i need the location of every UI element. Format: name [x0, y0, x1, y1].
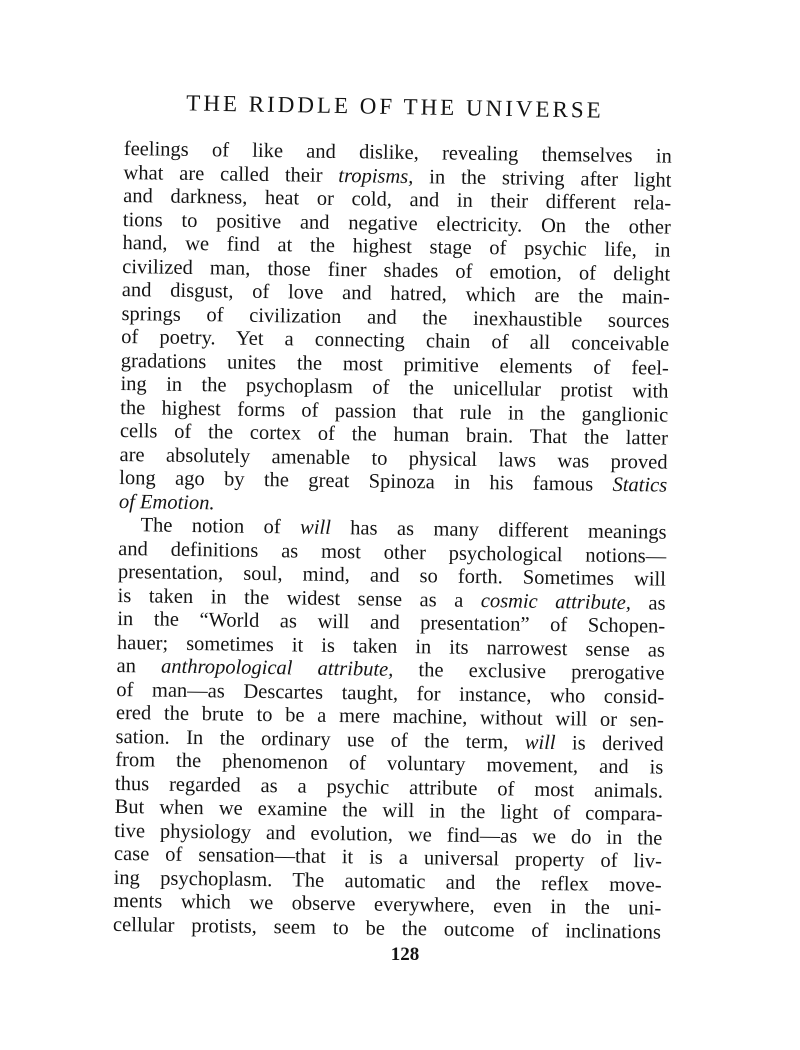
text-segment: But when we examine the will in the light of compara- [114, 795, 663, 826]
text-segment: case of sensation—that it is a universal property of liv- [113, 842, 663, 873]
text-segment: cells of the cortex of the human brain. That the latter [119, 419, 669, 450]
italic-text: will [299, 516, 332, 539]
text-segment: and disgust, of love and hatred, which are the main- [121, 278, 670, 309]
text-segment: from the phenomenon of voluntary movement, and is [115, 748, 664, 779]
text-segment: sation. In the ordinary use of the term, [115, 725, 525, 754]
text-segment: are absolutely amenable to physical laws was proved [119, 443, 668, 474]
italic-text: cosmic attribute, [480, 589, 632, 614]
text-segment: The notion of [140, 514, 301, 539]
text-segment: feelings of like and dislike, revealing themselves in [123, 138, 672, 168]
text-segment: civilized man, those finer shades of emotion, of delight [122, 255, 671, 286]
text-segment: thus regarded as a psychic attribute of most animals. [114, 772, 664, 803]
text-segment: ing psychoplasm. The automatic and the reflex move- [113, 866, 662, 897]
italic-text: of Emotion. [118, 490, 215, 514]
text-segment: has as many different meanings [330, 516, 667, 544]
text-segment: presentation, soul, mind, and so forth. Sometimes will [117, 560, 667, 591]
text-segment: tive physiology and evolution, we find—as we do in the [114, 819, 663, 850]
italic-text: anthropological attribute, [160, 655, 394, 681]
text-segment: hand, we find at the highest stage of psychic life, in [122, 231, 671, 262]
text-segment: what are called their [123, 161, 339, 187]
text-segment: of poetry. Yet a connecting chain of all conceivable [121, 325, 670, 356]
body-text [113, 138, 672, 945]
italic-text: tropisms, [338, 164, 414, 188]
text-segment: the exclusive prerogative [393, 658, 665, 685]
text-segment: and darkness, heat or cold, and in their different rela- [123, 184, 672, 215]
text-segment: tions to positive and negative electricity. On the other [122, 208, 671, 239]
text-segment: springs of civilization and the inexhaustible sources [121, 302, 670, 333]
text-segment: of man—as Descartes taught, for instance, who consid- [116, 678, 665, 709]
text-segment: ments which we observe everywhere, even in the uni- [113, 889, 662, 920]
text-segment: long ago by the great Spinoza in his famous [119, 466, 613, 496]
text-segment: is derived [555, 731, 664, 756]
text-segment: is taken in the widest sense as a [117, 584, 481, 612]
text-segment: ered the brute to be a mere machine, without will or sen- [115, 701, 665, 732]
text-segment: gradations unites the most primitive elements of feel- [120, 349, 669, 380]
text-segment: ing in the psychoplasm of the unicellular protist with [120, 372, 669, 403]
running-head: THE RIDDLE OF THE UNIVERSE [186, 90, 604, 123]
italic-text: will [524, 731, 556, 754]
italic-text: Statics [612, 473, 668, 497]
text-segment: in the “World as will and presentation” of Schopen- [117, 607, 666, 638]
text-segment: cellular protists, seem to be the outcome of inclinations [112, 913, 662, 944]
text-segment: as [630, 591, 666, 615]
text-segment: hauer; sometimes it is taken in its narrowest sense as [116, 631, 666, 662]
text-segment: and definitions as most other psychological notions— [118, 537, 667, 568]
text-segment: in the striving after light [413, 165, 672, 192]
text-segment: the highest forms of passion that rule in the ganglionic [120, 396, 669, 427]
text-segment: an [116, 654, 162, 678]
page-number: 128 [390, 944, 420, 965]
